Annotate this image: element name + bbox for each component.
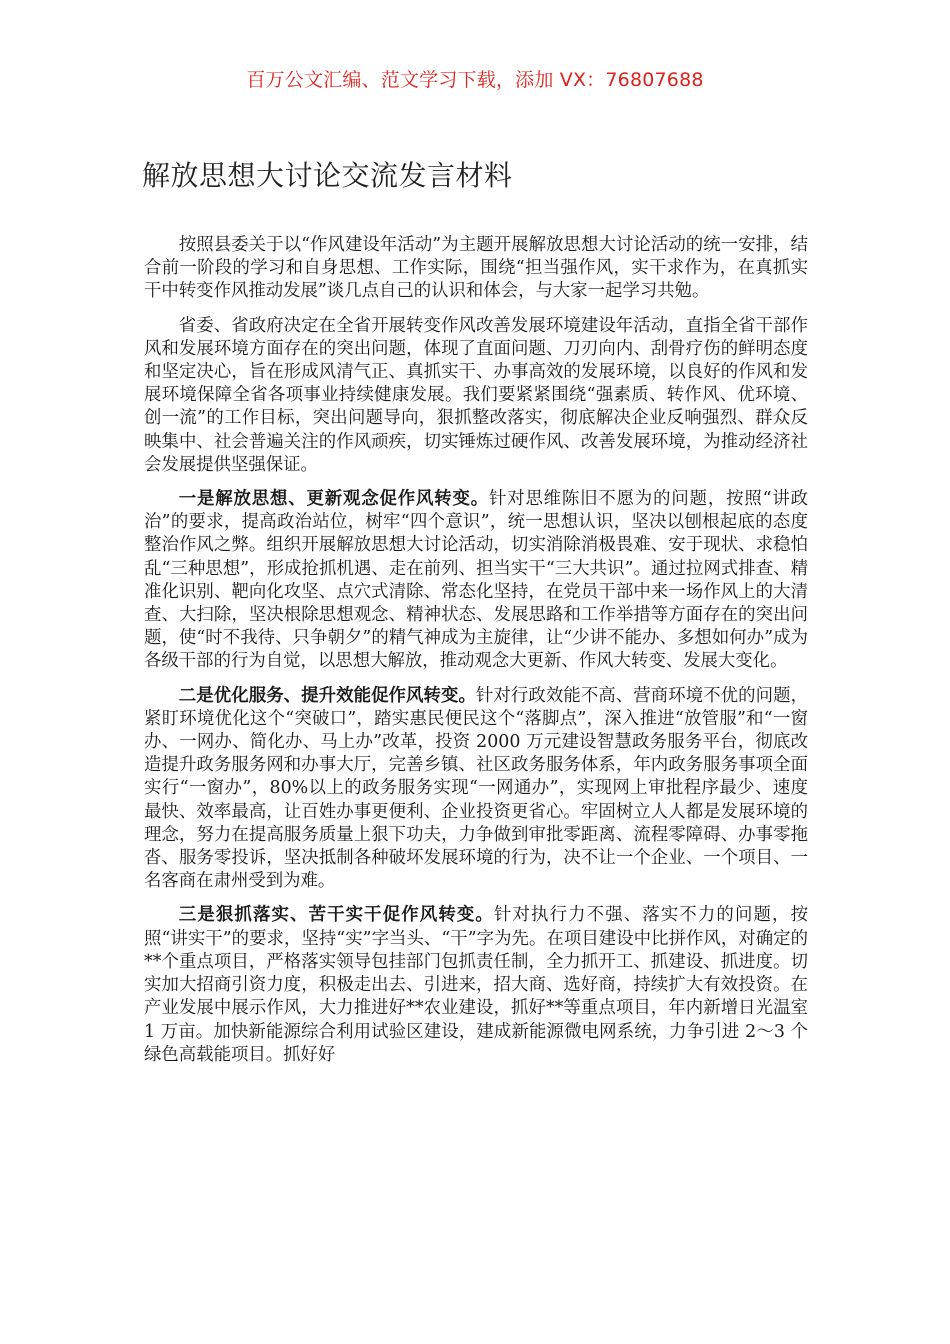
- paragraph-text: 按照县委关于以“作风建设年活动”为主题开展解放思想大讨论活动的统一安排，结合前一阶段的学习和自身思想、工作实际，围绕“担当强作风，实干求作为，在真抓实干中转变作风推动发展”谈几点自己的认识和体会，与大家一起学习共勉。: [144, 235, 808, 302]
- paragraph-text: 针对思维陈旧不愿为的问题，按照“讲政治”的要求，提高政治站位，树牢“四个意识”，统一思想认识，坚决以刨根起底的态度整治作风之弊。组织开展解放思想大讨论活动，切实消除消极畏难、安于现状、求稳怕乱“三种思想”，形成抢抓机遇、走在前列、担当实干“三大共识”。通过拉网式排查、精准化识别、靶向化攻坚、点穴式清除、常态化坚持，在党员干部中来一场作风上的大清查、大扫除，坚决根除思想观念、精神状态、发展思路和工作举措等方面存在的突出问题，使“时不我待、只争朝夕”的精气神成为主旋律，让“少讲不能办、多想如何办”成为各级干部的行为自觉，以思想大解放，推动观念大更新、作风大转变、发展大变化。: [144, 489, 808, 672]
- download-banner: 百万公文汇编、范文学习下载，添加 VX：76807688: [246, 69, 704, 91]
- paragraph-text: 省委、省政府决定在全省开展转变作风改善发展环境建设年活动，直指全省干部作风和发展环境方面存在的突出问题，体现了直面问题、刀刃向内、刮骨疗伤的鲜明态度和坚定决心，旨在形成风清气正、真抓实干、办事高效的发展环境，以良好的作风和发展环境保障全省各项事业持续健康发展。我们要紧紧围绕“强素质、转作风、优环境、创一流”的工作目标，突出问题导向，狠抓整改落实，彻底解决企业反响强烈、群众反映集中、社会普遍关注的作风顽疾，切实锤炼过硬作风、改善发展环境，为推动经济社会发展提供坚强保证。: [144, 315, 808, 475]
- paragraph-point-two: [144, 685, 808, 894]
- paragraph-text: 针对执行力不强、落实不力的问题，按照“讲实干”的要求，坚持“实”字当头、“干”字为先。在项目建设中比拼作风，对确定的**个重点项目，严格落实领导包挂部门包抓责任制，全力抓开工、抓建设、抓进度。切实加大招商引资力度，积极走出去、引进来，招大商、选好商，持续扩大有效投资。在产业发展中展示作风，大力推进好**农业建设，抓好**等重点项目，年内新增日光温室 1 万亩。加快新能源综合利用试验区建设，建成新能源微电网系统，力争引进 2～3 个绿色高载能项目。抓好好: [144, 905, 808, 1065]
- paragraph-intro: [144, 234, 808, 304]
- paragraph-lead: 三是狠抓落实、苦干实干促作风转变。: [178, 905, 494, 926]
- paragraph-point-three: [144, 904, 808, 1066]
- document-title: 解放思想大讨论交流发言材料: [142, 159, 513, 192]
- paragraph-point-one: [144, 488, 808, 674]
- paragraph-lead: 二是优化服务、提升效能促作风转变。: [178, 685, 476, 706]
- paragraph-lead: 一是解放思想、更新观念促作风转变。: [178, 489, 489, 510]
- document-body: [144, 234, 808, 1078]
- paragraph-text: 针对行政效能不高、营商环境不优的问题，紧盯环境优化这个“突破口”，踏实惠民便民这个“落脚点”，深入推进“放管服”和“一窗办、一网办、简化办、马上办”改革，投资 2000 万元建设智慧政务服务平台，彻底改造提升政务服务网和办事大厅，完善乡镇、社区政务服务体系，年内政务服务事项全面实行“一窗办”，80%以上的政务服务实现“一网通办”，实现网上审批程序最少、速度最快、效率最高，让百姓办事更便利、企业投资更省心。牢固树立人人都是发展环境的理念，努力在提高服务质量上狠下功夫，力争做到审批零距离、流程零障碍、办事零拖沓、服务零投诉，坚决抵制各种破坏发展环境的行为，决不让一个企业、一个项目、一名客商在肃州受到为难。: [144, 685, 808, 892]
- paragraph-background: [144, 315, 808, 477]
